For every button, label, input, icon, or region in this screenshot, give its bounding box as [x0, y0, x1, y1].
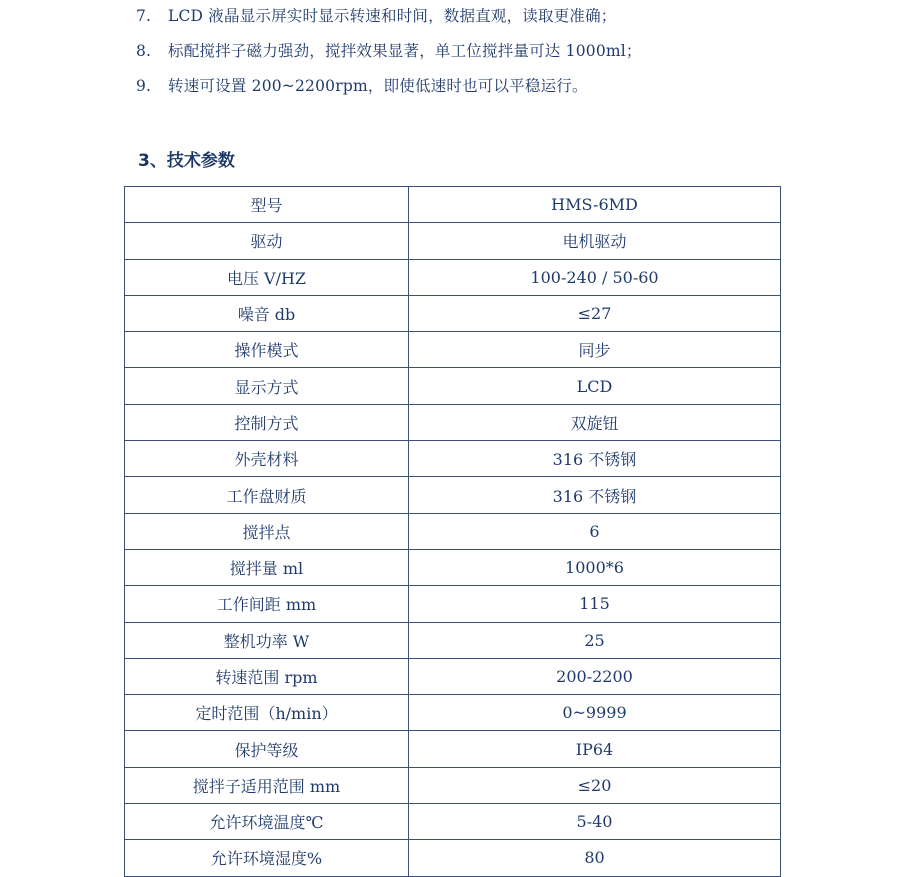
table-row [125, 549, 781, 585]
param-cell: 转速范围 rpm [125, 658, 409, 694]
value-cell: 6 [409, 513, 781, 549]
table-row [125, 332, 781, 368]
param-cell: 整机功率 W [125, 622, 409, 658]
table-row [125, 767, 781, 803]
value-cell: ≤27 [409, 295, 781, 331]
value-cell: 5-40 [409, 804, 781, 840]
param-cell: 允许环境湿度% [125, 840, 409, 876]
param-cell: 外壳材料 [125, 441, 409, 477]
value-cell: IP64 [409, 731, 781, 767]
table-row [125, 368, 781, 404]
table-row [125, 223, 781, 259]
param-cell: 搅拌量 ml [125, 549, 409, 585]
list-item [136, 4, 617, 28]
value-cell: 316 不锈钢 [409, 441, 781, 477]
param-cell: 搅拌点 [125, 513, 409, 549]
table-row [125, 804, 781, 840]
spec-table [124, 186, 781, 877]
table-row [125, 840, 781, 876]
table-row [125, 295, 781, 331]
value-cell: 316 不锈钢 [409, 477, 781, 513]
table-row [125, 441, 781, 477]
list-item-text: LCD 液晶显示屏实时显示转速和时间，数据直观，读取更准确； [168, 7, 617, 25]
list-item-number: 7. [136, 7, 152, 25]
table-row [125, 658, 781, 694]
value-cell: LCD [409, 368, 781, 404]
value-cell: 1000*6 [409, 549, 781, 585]
param-cell: 噪音 db [125, 295, 409, 331]
param-cell: 定时范围（h/min） [125, 695, 409, 731]
value-cell: 200-2200 [409, 658, 781, 694]
param-cell: 电压 V/HZ [125, 259, 409, 295]
list-item [136, 74, 588, 98]
table-row [125, 622, 781, 658]
param-cell: 保护等级 [125, 731, 409, 767]
table-row [125, 187, 781, 223]
table-row [125, 259, 781, 295]
table-row [125, 513, 781, 549]
value-cell: 100-240 / 50-60 [409, 259, 781, 295]
value-cell: 115 [409, 586, 781, 622]
param-cell: 型号 [125, 187, 409, 223]
table-row [125, 586, 781, 622]
value-cell: 80 [409, 840, 781, 876]
param-cell: 允许环境温度℃ [125, 804, 409, 840]
table-row [125, 477, 781, 513]
value-cell: HMS-6MD [409, 187, 781, 223]
list-item-number: 8. [136, 42, 152, 60]
value-cell: 25 [409, 622, 781, 658]
value-cell: 双旋钮 [409, 404, 781, 440]
section-heading: 3、技术参数 [138, 151, 235, 171]
list-item [136, 39, 642, 63]
table-row [125, 695, 781, 731]
list-item-number: 9. [136, 77, 152, 95]
param-cell: 工作间距 mm [125, 586, 409, 622]
value-cell: ≤20 [409, 767, 781, 803]
value-cell: 电机驱动 [409, 223, 781, 259]
param-cell: 搅拌子适用范围 mm [125, 767, 409, 803]
list-item-text: 转速可设置 200~2200rpm，即使低速时也可以平稳运行。 [168, 77, 588, 95]
list-item-text: 标配搅拌子磁力强劲，搅拌效果显著，单工位搅拌量可达 1000ml； [168, 42, 642, 60]
value-cell: 同步 [409, 332, 781, 368]
param-cell: 操作模式 [125, 332, 409, 368]
param-cell: 驱动 [125, 223, 409, 259]
table-row [125, 731, 781, 767]
param-cell: 显示方式 [125, 368, 409, 404]
table-row [125, 404, 781, 440]
param-cell: 工作盘财质 [125, 477, 409, 513]
param-cell: 控制方式 [125, 404, 409, 440]
value-cell: 0~9999 [409, 695, 781, 731]
